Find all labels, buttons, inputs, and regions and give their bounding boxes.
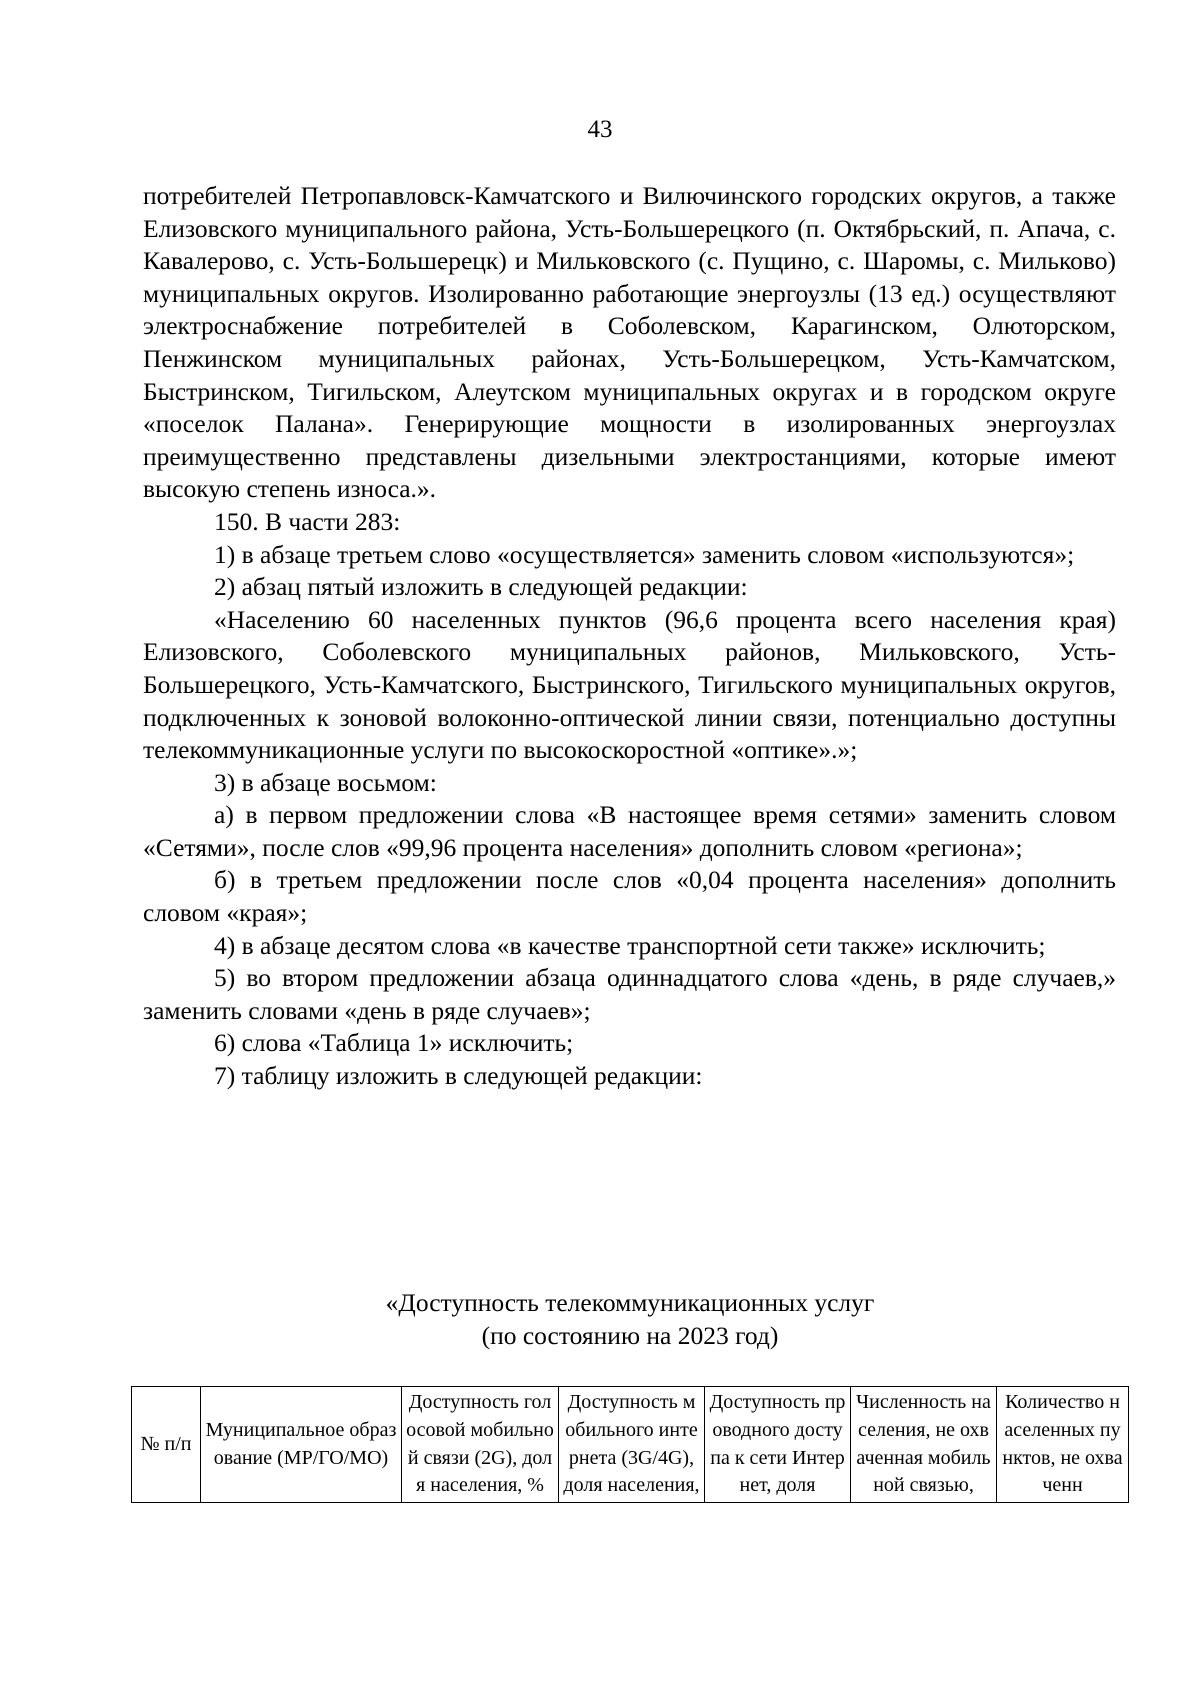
paragraph: потребителей Петропавловск-Камчатского и Вилючинского городских округов, а также Елизовского муниципального района, Усть-Большерецкого (п. Октябрьский, п. Апача, с. Кавалерово, с. Усть-Большерецк) и Мильковского (с. Пущино, с. Шаромы, с. Мильково) муниципальных округов. Изолированно работающие энергоузлы (13 ед.) осуществляют электроснабжение потребителей в Соболевском, Карагинском, Олюторском, Пенжинском муниципальных районах, Усть-Большерецком, Усть-Камчатском, Быстринском, Тигильском, Алеутском муниципальных округах и в городском округе «поселок Палана». Генерирующие мощности в изолированных энергоузлах преимущественно представлены дизельными электростанциями, которые имеют высокую степень износа.». — [143, 181, 1116, 504]
table-header-cell: Доступность проводного доступа к сети Интернет, доля — [705, 1387, 851, 1503]
table-header-cell: Муниципальное образование (МР/ГО/МО) — [201, 1387, 402, 1503]
page-number: 43 — [587, 116, 613, 143]
telecom-availability-table — [131, 1386, 1129, 1503]
table-caption-title: «Доступность телекоммуникационных услуг — [385, 1288, 875, 1317]
paragraph: 150. В части 283: — [214, 506, 401, 536]
paragraph: «Населению 60 населенных пунктов (96,6 процента всего населения края) Елизовского, Соболевского муниципальных районов, Мильковского, Усть-Большерецкого, Усть-Камчатского, Быстринского, Тигильского муниципальных округов, подключенных к зоновой волоконно-оптической линии связи, потенциально доступны телекоммуникационные услуги по высокоскоростной «оптике».»; — [143, 604, 1116, 765]
table-header-cell: Численность населения, не охваченная мобильной связью, — [851, 1387, 997, 1503]
paragraph: 6) слова «Таблица 1» исключить; — [214, 1028, 574, 1058]
paragraph: 4) в абзаце десятом слова «в качестве транспортной сети также» исключить; — [214, 930, 1046, 960]
paragraph: 3) в абзаце восьмом: — [214, 767, 437, 797]
table-header-cell: Количество населенных пунктов, не охваченн — [997, 1387, 1129, 1503]
paragraph: 7) таблицу изложить в следующей редакции: — [214, 1061, 703, 1091]
paragraph: 2) абзац пятый изложить в следующей редакции: — [214, 572, 748, 602]
paragraph: 5) во втором предложении абзаца одиннадцатого слова «день, в ряде случаев,» заменить словами «день в ряде случаев»; — [143, 963, 1116, 1025]
table-header-row — [132, 1387, 1129, 1503]
paragraph: 1) в абзаце третьем слово «осуществляется» заменить словом «используются»; — [214, 539, 1075, 569]
document-body — [143, 180, 1116, 1093]
table-caption — [0, 1287, 1200, 1352]
paragraph: а) в первом предложении слова «В настоящее время сетями» заменить словом «Сетями», после слов «99,96 процента населения» дополнить словом «региона»; — [143, 800, 1116, 862]
table-header-cell: Доступность мобильного интернета (3G/4G), доля населения, — [559, 1387, 705, 1503]
table-header-cell: № п/п — [132, 1387, 201, 1503]
table-caption-subtitle: (по состоянию на 2023 год) — [481, 1320, 779, 1350]
paragraph: б) в третьем предложении после слов «0,04 процента населения» дополнить словом «края»; — [143, 865, 1116, 928]
table-header-cell: Доступность голосовой мобильной связи (2G), доля населения, % — [402, 1387, 559, 1503]
